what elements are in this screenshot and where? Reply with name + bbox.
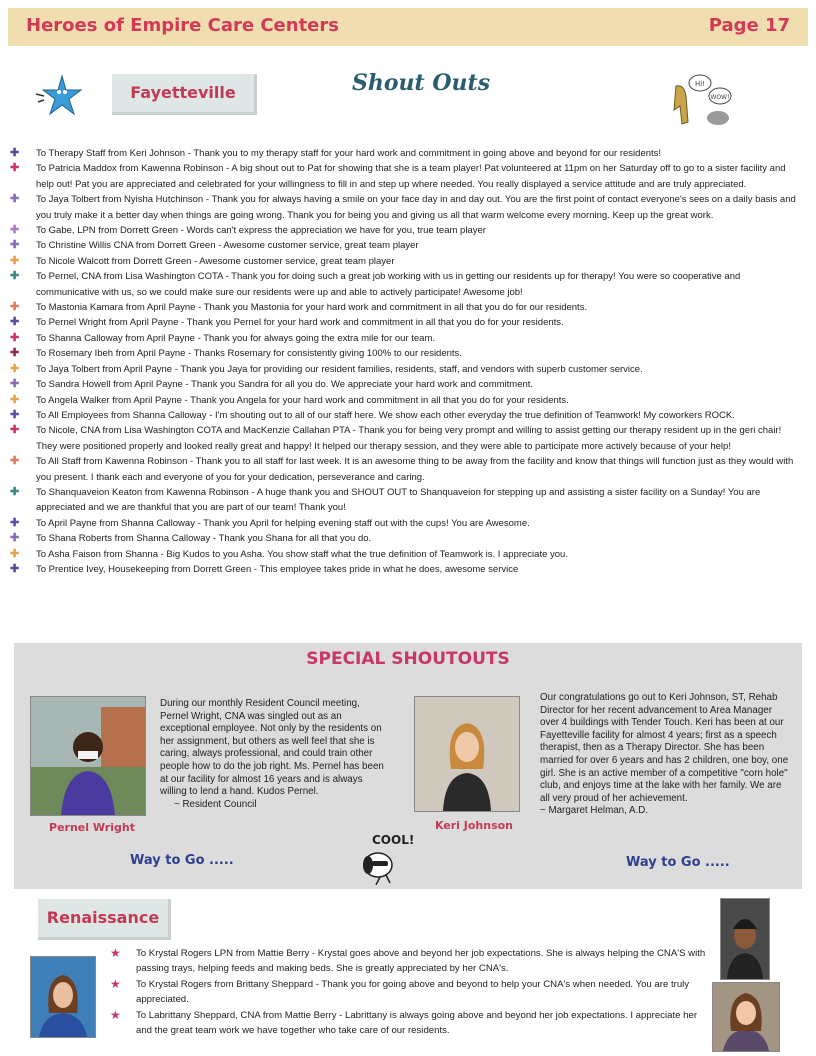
- pernel-story-signature: ~ Resident Council: [174, 798, 257, 810]
- shoutout-text: To Rosemary Ibeh from April Payne - Thanks Rosemary for consistently giving 100% to our residents.: [36, 348, 462, 360]
- star-bullet-icon: ★: [110, 976, 121, 991]
- keri-story-text: [540, 692, 792, 818]
- shoutout-text: To All Staff from Kawenna Robinson - Thank you to all staff for last week. It is an awesome thing to be away from the facility and know that things will function just as they would with you present. I thank each and everyone of you for your dedication, perseverance and caring.: [36, 456, 794, 483]
- shoutout-item: [10, 531, 802, 546]
- shoutout-item: [10, 485, 802, 516]
- shoutout-item: [10, 254, 802, 269]
- shoutout-text: To Sandra Howell from April Payne - Thank you Sandra for all you do. We appreciate your hard work and commitment.: [36, 379, 534, 391]
- shoutout-text: To Gabe, LPN from Dorrett Green - Words can't express the appreciation we have for you, true team player: [36, 225, 486, 237]
- shoutout-item: [10, 393, 802, 408]
- shoutout-item: [10, 223, 802, 238]
- cross-bullet-icon: ✚: [10, 424, 20, 437]
- newsletter-title: Heroes of Empire Care Centers: [26, 15, 339, 36]
- renaissance-item: [110, 946, 706, 977]
- shoutout-item: [10, 377, 802, 392]
- pernel-story-body: During our monthly Resident Council meeting, Pernel Wright, CNA was singled out as an exceptional employee. Not only by the residents on her assignment, but others as well feel that she is caring, always professional, and could train other people how to do the job right. Ms. Pernel has been at our facility for almost 16 years and is always willing to lend a hand. Kudos Pernel.: [160, 698, 384, 798]
- page-header: [8, 8, 808, 46]
- shoutout-text: To Angela Walker from April Payne - Thank you Angela for your hard work and commitment in all that you do for your residents.: [36, 394, 569, 406]
- cartoon-character-icon: [666, 72, 734, 128]
- shoutout-item: [10, 146, 802, 161]
- shoutout-text: To Shanquaveion Keaton from Kawenna Robinson - A huge thank you and SHOUT OUT to Shanquaveion for stepping up and assisting a sister facility on a Sunday! You are appreciated and we are thankful that you are part of our team! Thank you!: [36, 486, 761, 514]
- cross-bullet-icon: ✚: [10, 224, 20, 237]
- cross-bullet-icon: ✚: [10, 362, 20, 375]
- renaissance-list: [110, 946, 706, 1038]
- staff-photo-bottom-right: [712, 982, 780, 1052]
- shoutout-text: To April Payne from Shanna Calloway - Thank you April for helping evening staff out with the cups! You are Awesome.: [36, 517, 530, 529]
- shoutout-text: To Nicole, CNA from Lisa Washington COTA and MacKenzie Callahan PTA - Thank you for being very prompt and willing to assist getting our therapy resident up in the geri chair! They were positioned properly and looked really great and happy! It helped our therapy session, and they were able to participate more actively because of your help!: [36, 425, 782, 452]
- special-shoutouts-heading: SPECIAL SHOUTOUTS: [306, 649, 510, 669]
- cross-bullet-icon: ✚: [10, 270, 20, 283]
- cross-bullet-icon: ✚: [10, 562, 20, 575]
- shoutout-text: To Nicole Walcott from Dorrett Green - Awesome customer service, great team player: [36, 255, 395, 267]
- shoutout-text: To All Employees from Shanna Calloway - I'm shouting out to all of our staff here. We show each other everyday the true definition of Teamwork! My coworkers ROCK.: [36, 409, 735, 421]
- svg-text:Hi!: Hi!: [694, 80, 706, 88]
- cross-bullet-icon: ✚: [10, 393, 20, 406]
- shoutout-text: To Mastonia Kamara from April Payne - Thank you Mastonia for your hard work and commitment in all that you do for our residents.: [36, 302, 588, 314]
- shoutout-item: [10, 408, 802, 423]
- cross-bullet-icon: ✚: [10, 532, 20, 545]
- keri-story-signature: ~ Margaret Helman, A.D.: [540, 805, 649, 817]
- cross-bullet-icon: ✚: [10, 331, 20, 344]
- cross-bullet-icon: ✚: [10, 455, 20, 468]
- renaissance-text: To Krystal Rogers LPN from Mattie Berry - Krystal goes above and beyond her job expectations. She is always helping the CNA'S with passing trays, helping feeds and making beds. She is greatly appreciated by her CNA's.: [136, 948, 706, 975]
- special-shoutouts-panel: [14, 643, 802, 889]
- shoutout-item: [10, 362, 802, 377]
- staff-photo-top-right: [720, 898, 770, 980]
- cross-bullet-icon: ✚: [10, 547, 20, 560]
- star-mascot-icon: [34, 74, 84, 118]
- shoutout-item: [10, 562, 802, 577]
- shoutout-text: To Patricia Maddox from Kawenna Robinson - A big shout out to Pat for showing that she is a team player! Pat volunteered at 11pm on her Saturday off to go to a sister facility and help out! Pat you are appreciated and celebrated for your willingness to fill in and step up where needed. You really displayed a service attitude and are truly appreciated.: [36, 163, 786, 190]
- shoutout-item: [10, 269, 802, 300]
- cross-bullet-icon: ✚: [10, 516, 20, 529]
- krystal-rogers-photo: [30, 956, 96, 1038]
- renaissance-text: To Krystal Rogers from Brittany Sheppard - Thank you for going above and beyond to help your CNA's when needed. You are truly appreciated.: [136, 978, 690, 1006]
- shoutout-item: [10, 192, 802, 223]
- keri-story-body: Our congratulations go out to Keri Johnson, ST, Rehab Director for her recent advancement to Area Manager over 4 buildings with Tender Touch. Keri has been at our Fayetteville facility for almost 4 years; first as a speech therapist, then as a Therapy Director. She has been married for over 6 years and has 2 children, one boy, one girl. She is an active member of a competitive "corn hole" club, and enjoys time at the lake with her family. We are all very proud of her achievement.: [540, 692, 789, 804]
- renaissance-item: [110, 977, 706, 1008]
- way-to-go-left: Way to Go .....: [130, 853, 234, 868]
- shoutout-text: To Shanna Calloway from April Payne - Thank you for always going the extra mile for our team.: [36, 332, 436, 344]
- cross-bullet-icon: ✚: [10, 147, 20, 159]
- shoutout-item: [10, 516, 802, 531]
- shout-outs-heading: Shout Outs: [352, 70, 491, 96]
- shoutout-item: [10, 315, 802, 330]
- shoutout-item: [10, 454, 802, 485]
- cross-bullet-icon: ✚: [10, 378, 20, 391]
- shoutout-item: [10, 300, 802, 315]
- star-bullet-icon: ★: [110, 946, 121, 960]
- cross-bullet-icon: ✚: [10, 254, 20, 267]
- cross-bullet-icon: ✚: [10, 301, 20, 314]
- shoutout-list: [10, 146, 802, 577]
- shoutout-text: To Therapy Staff from Keri Johnson - Thank you to my therapy staff for your hard work and commitment in going above and beyond for our residents!: [36, 148, 662, 159]
- shoutout-text: To Jaya Tolbert from Nyisha Hutchinson - Thank you for always having a smile on your face day in and day out. You are the first point of contact everyone's sees on a daily basis and you truly make it a better day when things are going wrong. Thank you for being you and giving us all that warm welcome every morning. Keep up the great work.: [36, 194, 796, 221]
- cross-bullet-icon: ✚: [10, 316, 20, 329]
- shoutout-text: To Shana Roberts from Shanna Calloway - Thank you Shana for all that you do.: [36, 533, 372, 545]
- cross-bullet-icon: ✚: [10, 193, 20, 206]
- shoutout-text: To Christine Willis CNA from Dorrett Green - Awesome customer service, great team player: [36, 240, 419, 252]
- page-number: Page 17: [708, 15, 790, 36]
- shoutout-text: To Asha Faison from Shanna - Big Kudos to you Asha. You show staff what the true definition of Teamwork is. I appreciate you.: [36, 548, 568, 560]
- shoutout-text: To Pernel Wright from April Payne - Thank you Pernel for your hard work and commitment in all that you do for your residents.: [36, 317, 564, 329]
- shoutout-item: [10, 238, 802, 253]
- pernel-wright-caption: Pernel Wright: [49, 821, 135, 834]
- star-bullet-icon: ★: [110, 1007, 121, 1022]
- cross-bullet-icon: ✚: [10, 408, 20, 421]
- snoopy-cool-icon: [354, 831, 418, 885]
- section-tab-fayetteville: Fayetteville: [112, 74, 257, 115]
- shoutout-item: [10, 346, 802, 361]
- shoutout-text: To Prentice Ivey, Housekeeping from Dorrett Green - This employee takes pride in what he does, awesome service: [36, 563, 519, 575]
- renaissance-item: [110, 1008, 706, 1039]
- cross-bullet-icon: ✚: [10, 239, 20, 252]
- pernel-wright-photo: [30, 696, 146, 816]
- cross-bullet-icon: ✚: [10, 347, 20, 360]
- shoutout-item: [10, 423, 802, 454]
- section-tab-renaissance: Renaissance: [38, 899, 171, 940]
- shoutout-text: To Pernel, CNA from Lisa Washington COTA - Thank you for doing such a great job working with us in getting our residents up for therapy! You were so cooperative and communicative with us, so we could make sure our residents were up and able to actively participate! Awesome job!: [36, 271, 741, 298]
- shoutout-text: To Jaya Tolbert from April Payne - Thank you Jaya for providing our resident families, residents, staff, and vendors with superb customer service.: [36, 363, 643, 375]
- svg-text:COOL!: COOL!: [372, 833, 415, 847]
- shoutout-item: [10, 547, 802, 562]
- shoutout-item: [10, 331, 802, 346]
- svg-text:WOW!: WOW!: [710, 94, 730, 101]
- way-to-go-right: Way to Go .....: [626, 855, 730, 870]
- cross-bullet-icon: ✚: [10, 162, 20, 175]
- pernel-story-text: [160, 698, 384, 811]
- keri-johnson-caption: Keri Johnson: [434, 819, 514, 832]
- keri-johnson-photo: [414, 696, 520, 812]
- shoutout-item: [10, 161, 802, 192]
- cross-bullet-icon: ✚: [10, 485, 20, 498]
- renaissance-text: To Labrittany Sheppard, CNA from Mattie Berry - Labrittany is always going above and beyond her job expectations. I appreciate her and the great team work we have together who take care of our residents.: [136, 1009, 698, 1037]
